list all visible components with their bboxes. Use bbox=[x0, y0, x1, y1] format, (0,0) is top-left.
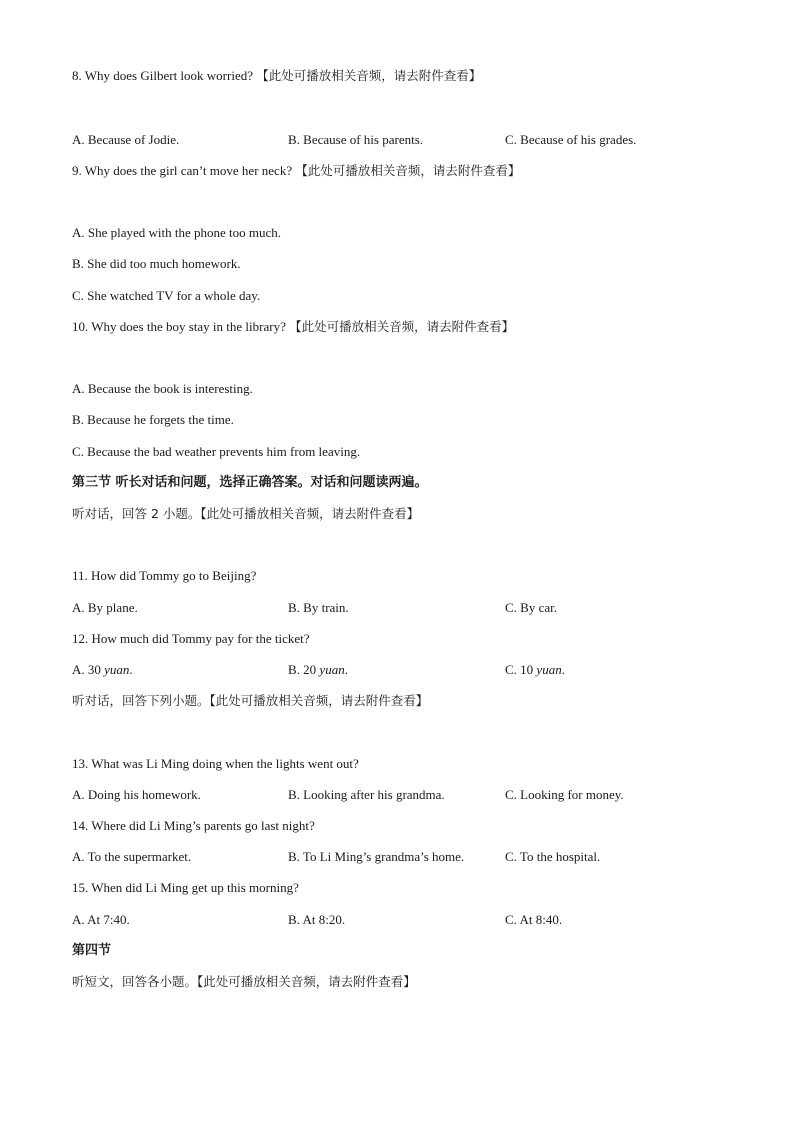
audio-note[interactable]: 【此处可播放相关音频，请去附件查看】 bbox=[289, 319, 515, 334]
section-3-intro-1[interactable]: 听对话，回答 2 小题。【此处可播放相关音频，请去附件查看】 bbox=[72, 506, 420, 521]
option-c: C. She watched TV for a whole day. bbox=[72, 288, 261, 303]
question-text: 10. Why does the boy stay in the library? bbox=[72, 319, 286, 334]
option-c: C. By car. bbox=[505, 600, 557, 615]
option-c: C. Because of his grades. bbox=[505, 132, 637, 147]
question-14: 14. Where did Li Ming’s parents go last night? bbox=[72, 818, 315, 833]
option-end: . bbox=[129, 662, 133, 677]
option-b: B. At 8:20. bbox=[288, 912, 346, 927]
option-a: A. Because of Jodie. bbox=[72, 132, 180, 147]
question-15: 15. When did Li Ming get up this morning? bbox=[72, 880, 299, 895]
option-b: B. By train. bbox=[288, 600, 349, 615]
option-a: A. Because the book is interesting. bbox=[72, 381, 253, 396]
option-a: A. By plane. bbox=[72, 600, 138, 615]
option-end: . bbox=[561, 662, 565, 677]
option-unit: yuan bbox=[104, 662, 130, 677]
option-a: A. To the supermarket. bbox=[72, 849, 192, 864]
option-a bbox=[72, 661, 133, 679]
option-unit: yuan bbox=[319, 662, 345, 677]
question-text: 9. Why does the girl can’t move her neck? bbox=[72, 163, 293, 178]
option-unit: yuan bbox=[536, 662, 562, 677]
option-end: . bbox=[344, 662, 348, 677]
option-b: B. Because of his parents. bbox=[288, 132, 424, 147]
question-8 bbox=[72, 67, 481, 85]
option-a: A. At 7:40. bbox=[72, 912, 130, 927]
option-b: B. Because he forgets the time. bbox=[72, 412, 234, 427]
option-b: B. She did too much homework. bbox=[72, 256, 241, 271]
option-a: A. She played with the phone too much. bbox=[72, 225, 282, 240]
option-b: B. To Li Ming’s grandma’s home. bbox=[288, 849, 465, 864]
section-3-intro-2[interactable]: 听对话，回答下列小题。【此处可播放相关音频，请去附件查看】 bbox=[72, 693, 429, 708]
option-c: C. Because the bad weather prevents him from leaving. bbox=[72, 444, 361, 459]
section-4-intro[interactable]: 听短文，回答各小题。【此处可播放相关音频，请去附件查看】 bbox=[72, 974, 416, 989]
option-amount: C. 10 bbox=[505, 662, 537, 677]
question-text: 8. Why does Gilbert look worried? bbox=[72, 68, 253, 83]
section-3-heading: 第三节 听长对话和问题，选择正确答案。对话和问题读两遍。 bbox=[72, 475, 428, 490]
option-amount: B. 20 bbox=[288, 662, 320, 677]
question-9 bbox=[72, 162, 520, 180]
question-12: 12. How much did Tommy pay for the ticket? bbox=[72, 631, 310, 646]
option-c: C. Looking for money. bbox=[505, 787, 624, 802]
option-c: C. At 8:40. bbox=[505, 912, 563, 927]
option-c bbox=[505, 661, 565, 679]
option-a: A. Doing his homework. bbox=[72, 787, 201, 802]
option-b bbox=[288, 661, 348, 679]
audio-note[interactable]: 【此处可播放相关音频，请去附件查看】 bbox=[295, 163, 521, 178]
audio-note[interactable]: 【此处可播放相关音频，请去附件查看】 bbox=[256, 68, 482, 83]
section-4-heading: 第四节 bbox=[72, 943, 112, 958]
option-amount: A. 30 bbox=[72, 662, 105, 677]
question-10 bbox=[72, 318, 514, 336]
question-13: 13. What was Li Ming doing when the lights went out? bbox=[72, 756, 359, 771]
option-c: C. To the hospital. bbox=[505, 849, 601, 864]
question-11: 11. How did Tommy go to Beijing? bbox=[72, 568, 257, 583]
option-b: B. Looking after his grandma. bbox=[288, 787, 445, 802]
